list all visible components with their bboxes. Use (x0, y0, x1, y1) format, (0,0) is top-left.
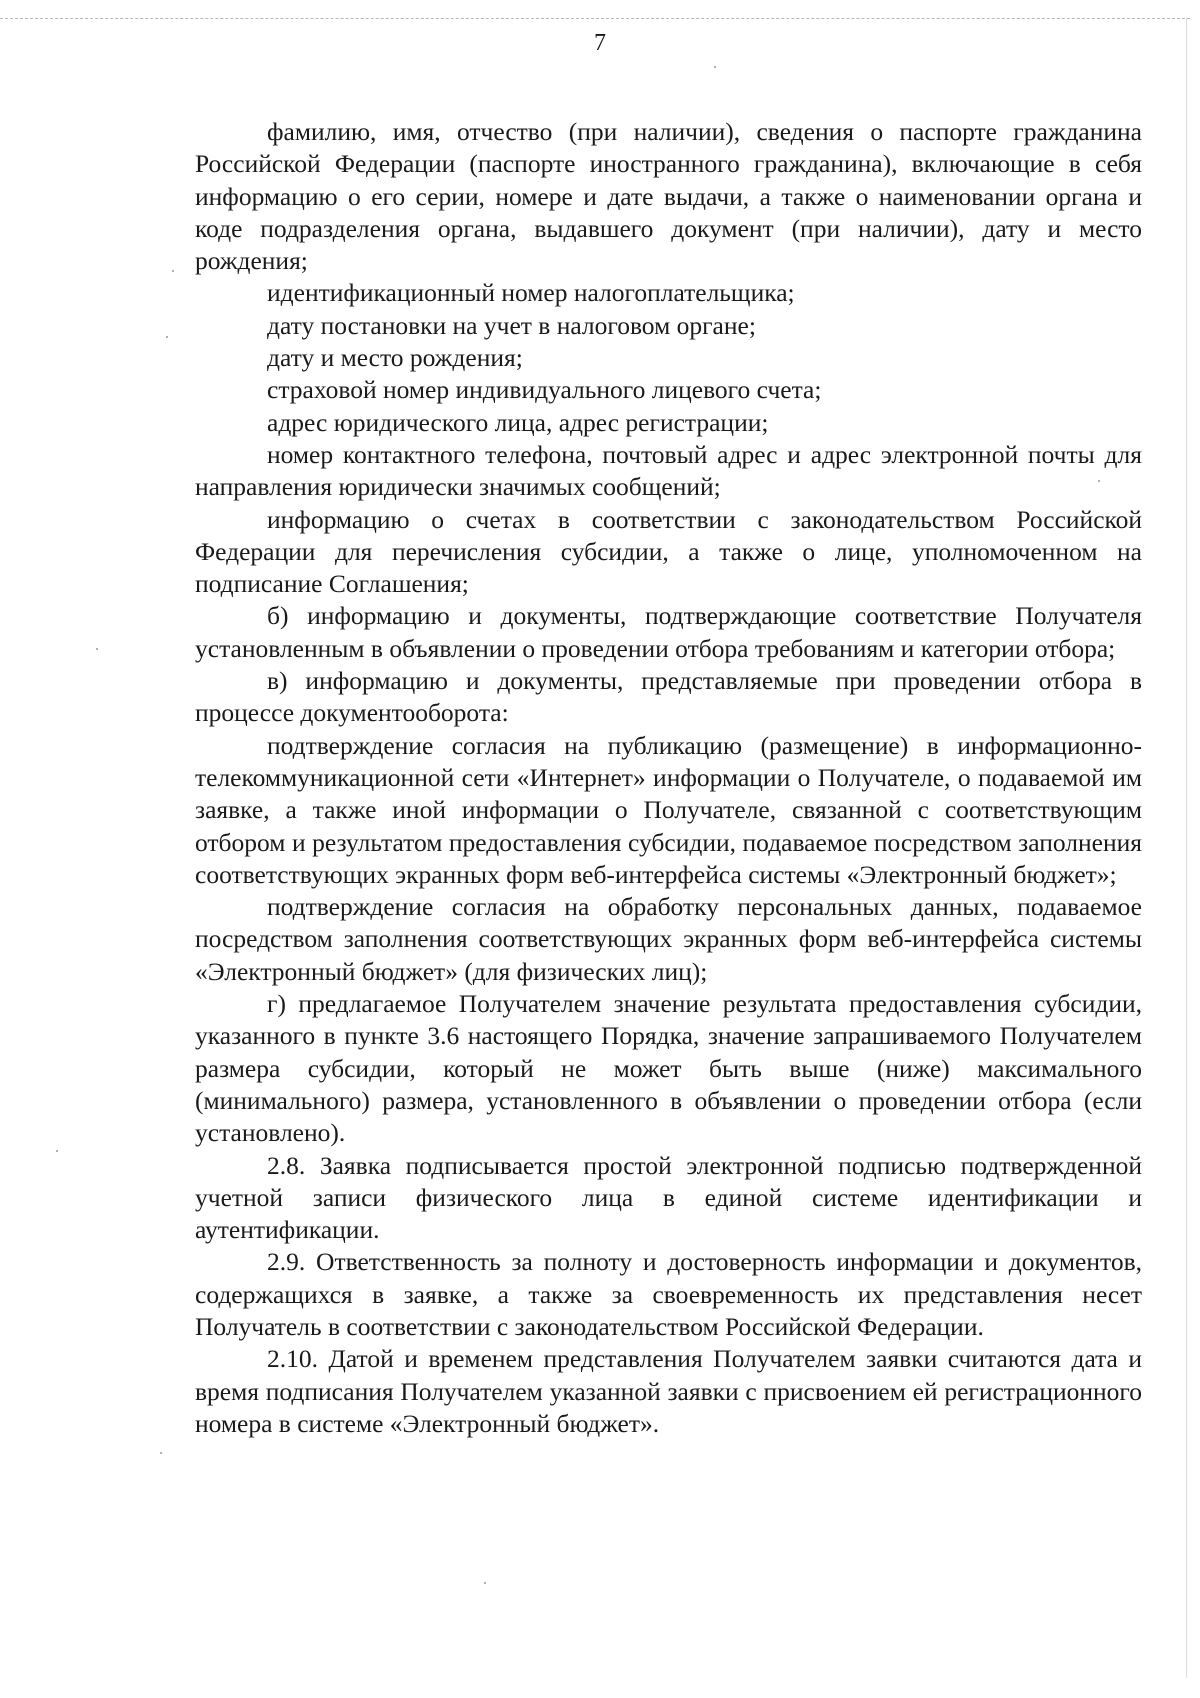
paragraph-publication-consent: подтверждение согласия на публикацию (размещение) в информационно-телекоммуникационной сети «Интернет» информации о Получателе, о подаваемой им заявке, а также иной информации о Получателе, связанной с соответствующим отбором и результатом предоставления субсидии, подаваемое посредством заполнения соответствующих экранных форм веб-интерфейса системы «Электронный бюджет»; (195, 730, 1142, 889)
paragraph-tax-registration-date: дату постановки на учет в налоговом органе; (267, 310, 756, 340)
paragraph-bank-accounts: информацию о счетах в соответствии с законодательством Российской Федерации для перечисления субсидии, а также о лице, уполномоченном на подписание Соглашения; (195, 504, 1142, 599)
paragraph-insurance-number: страховой номер индивидуального лицевого счета; (267, 375, 822, 405)
scan-speck (166, 336, 168, 338)
scan-speck (172, 270, 174, 272)
paragraph-birth-date-place: дату и место рождения; (267, 343, 523, 373)
scan-speck (714, 66, 716, 68)
paragraph-address: адрес юридического лица, адрес регистрации; (267, 407, 769, 437)
paragraph-tax-id: идентификационный номер налогоплательщика; (267, 278, 795, 308)
page-number: 7 (594, 30, 606, 56)
scan-speck (160, 1452, 162, 1454)
paragraph-item-v: в) информацию и документы, представляемые при проведении отбора в процессе документооборота: (195, 666, 1142, 728)
paragraph-section-2-10: 2.10. Датой и временем представления Получателем заявки считаются дата и время подписания Получателем указанной заявки с присвоением ей регистрационного номера в системе «Электронный бюджет». (195, 1344, 1142, 1438)
scan-speck (484, 1582, 486, 1584)
paragraph-section-2-9: 2.9. Ответственность за полноту и достоверность информации и документов, содержащихся в заявке, а также за своевременность их представления несет Получатель в соответствии с законодательством Российской Федерации. (195, 1247, 1142, 1341)
paragraph-item-b: б) информацию и документы, подтверждающие соответствие Получателя установленным в объявлении о проведении отбора требованиям и категории отбора; (195, 601, 1142, 663)
scan-speck (56, 1150, 58, 1152)
paragraph-passport-details: фамилию, имя, отчество (при наличии), сведения о паспорте гражданина Российской Федерации (паспорте иностранного гражданина), включающие в себя информацию о его серии, номере и дате выдачи, а также о наименовании органа и коде подразделения органа, выдавшего документ (при наличии), дату и место рождения; (195, 117, 1142, 276)
paragraph-section-2-8: 2.8. Заявка подписывается простой электронной подписью подтвержденной учетной записи физического лица в единой системе идентификации и аутентификации. (195, 1150, 1142, 1245)
paragraph-item-g: г) предлагаемое Получателем значение результата предоставления субсидии, указанного в пункте 3.6 настоящего Порядка, значение запрашиваемого Получателем размера субсидии, который не может быть выше (ниже) максимального (минимального) размера, установленного в объявлении о проведении отбора (если установлено). (195, 989, 1142, 1148)
document-body (195, 116, 1142, 1440)
scan-top-edge (0, 18, 1190, 20)
scan-right-edge (1186, 18, 1187, 1678)
scan-speck (1098, 480, 1100, 482)
paragraph-personal-data-consent: подтверждение согласия на обработку персональных данных, подаваемое посредством заполнения соответствующих экранных форм веб-интерфейса системы «Электронный бюджет» (для физических лиц); (195, 892, 1142, 986)
paragraph-contacts: номер контактного телефона, почтовый адрес и адрес электронной почты для направления юридически значимых сообщений; (195, 439, 1142, 502)
scan-speck (96, 648, 98, 650)
